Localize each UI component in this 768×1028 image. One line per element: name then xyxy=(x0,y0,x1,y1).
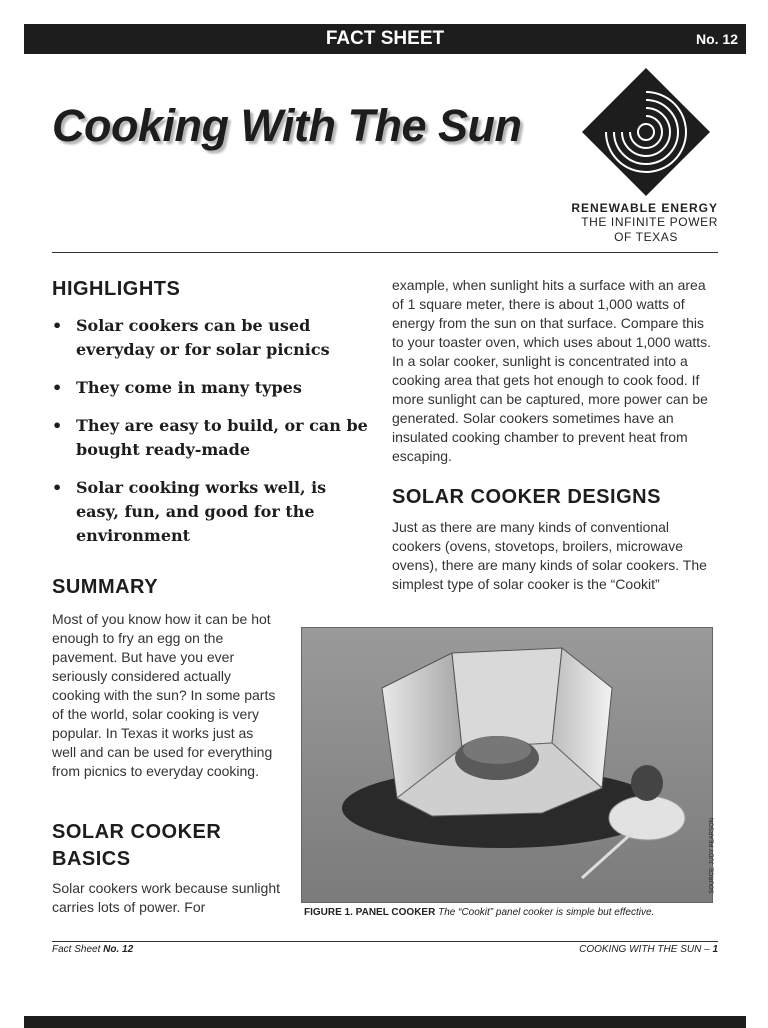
highlights-list xyxy=(52,314,372,562)
brand-line-3: OF TEXAS xyxy=(614,230,678,244)
highlight-item: • They come in many types xyxy=(52,376,372,400)
highlights-heading: HIGHLIGHTS xyxy=(52,278,181,300)
panel-cooker-photo xyxy=(301,627,716,903)
summary-text: Most of you know how it can be hot enough to fry an egg on the pavement. But have you ever seriously considered actually cooking with the sun? In some parts of the world, solar cooking is very popular. In Texas it works just as well and can be used for everything from picnics to everyday cooking. xyxy=(52,611,276,779)
page-number: 1 xyxy=(712,944,718,955)
basics-heading: SOLAR COOKER BASICS xyxy=(52,821,222,870)
brand-line-1: RENEWABLE ENERGY xyxy=(571,201,718,215)
highlight-item: • Solar cooking works well, is easy, fun, and good for the environment xyxy=(52,476,372,548)
figure-label: FIGURE 1. PANEL COOKER xyxy=(304,907,436,918)
footer-right xyxy=(579,944,718,955)
designs-heading: SOLAR COOKER DESIGNS xyxy=(392,486,661,508)
photo-credit: SOURCE: JUDY PEARSON xyxy=(710,818,716,894)
highlight-item: • Solar cookers can be used everyday or for solar picnics xyxy=(52,314,372,362)
continued-text: example, when sunlight hits a surface with an area of 1 square meter, there is about 1,000 watts of energy from the sun on that surface. Compare this to your toaster oven, which uses about 1,000 watts. In a solar cooker, sunlight is concentrated into a cooking area that gets hot enough to cook food. If more sunlight can be captured, more power can be generated. Solar cookers sometimes have an insulated cooking chamber to prevent heat from escaping. xyxy=(392,277,712,464)
header-divider xyxy=(52,252,718,253)
brand-line-2: THE INFINITE POWER xyxy=(581,215,718,229)
footer-prefix: Fact Sheet xyxy=(52,944,101,955)
renewable-energy-logo-icon xyxy=(580,66,712,198)
footer-left xyxy=(52,944,133,955)
bottom-bar xyxy=(24,1016,746,1028)
designs-text: Just as there are many kinds of conventional cookers (ovens, stovetops, broilers, microwave ovens), there are many kinds of solar cookers. The simplest type of solar cooker is the “Cookit” xyxy=(392,519,707,592)
figure-caption xyxy=(304,907,724,918)
footer-number: No. 12 xyxy=(103,944,134,955)
basics-text: Solar cookers work because sunlight carries lots of power. For xyxy=(52,880,281,915)
header-bar xyxy=(24,24,746,54)
footer-running-title: COOKING WITH THE SUN – xyxy=(579,944,710,955)
figure-caption-text: The “Cookit” panel cooker is simple but effective. xyxy=(438,907,655,918)
panel-cooker-illustration xyxy=(302,628,712,902)
page-title: Cooking With The Sun xyxy=(52,100,522,151)
header-number: No. 12 xyxy=(695,31,738,47)
header-title: FACT SHEET xyxy=(325,28,445,49)
footer-divider xyxy=(52,941,718,942)
summary-heading: SUMMARY xyxy=(52,576,159,598)
brand-block xyxy=(560,201,718,245)
highlight-item: • They are easy to build, or can be bought ready-made xyxy=(52,414,372,462)
